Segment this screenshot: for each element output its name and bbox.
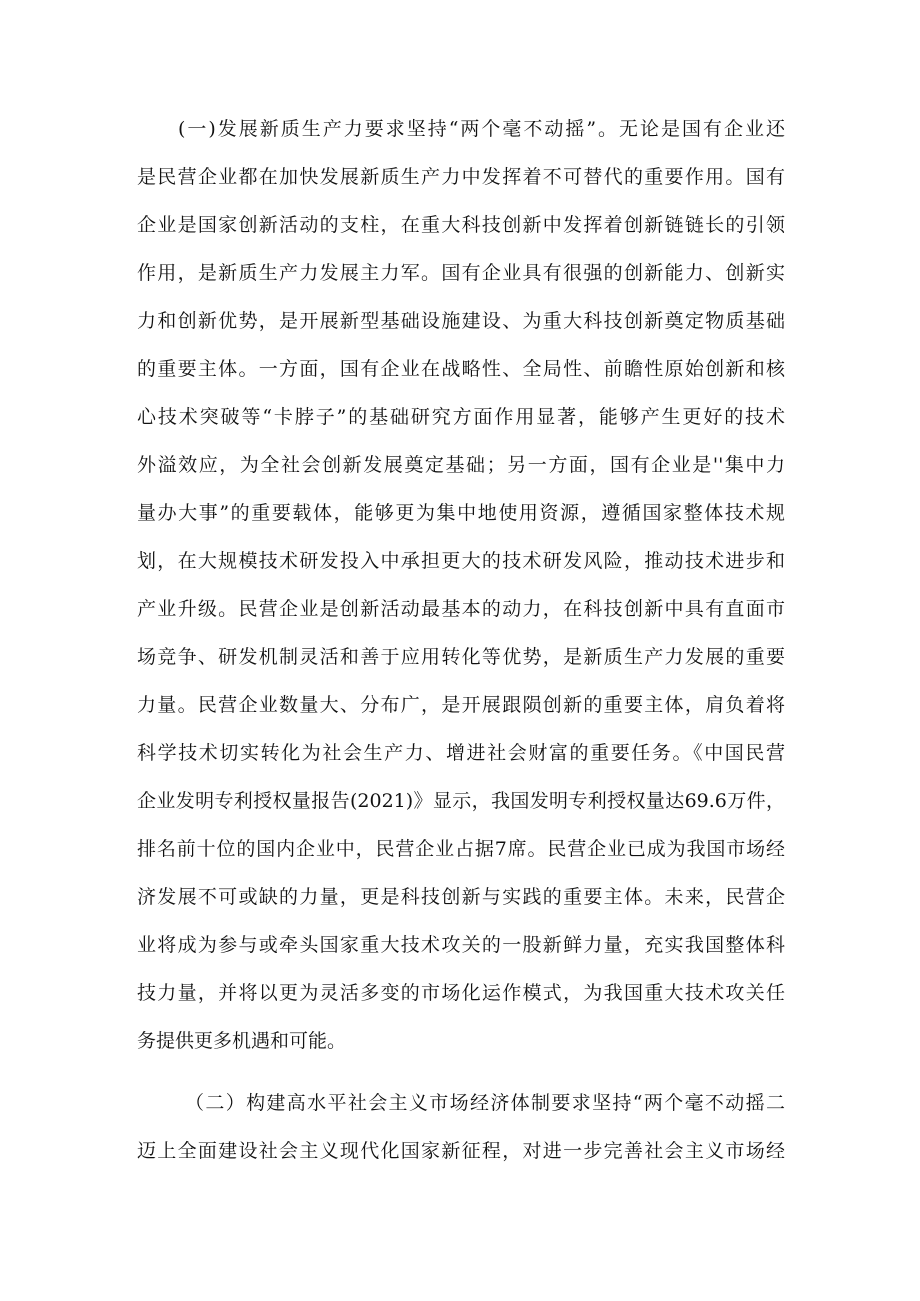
paragraph-line: 迈上全面建设社会主义现代化国家新征程，对进一步完善社会主义市场经 [137, 1140, 785, 1162]
paragraph-line: 力量。民营企业数量大、分布广，是开展跟陨创新的重要主体，肩负着将 [137, 694, 785, 716]
paragraph-line: 场竞争、研发机制灵活和善于应用转化等优势，是新质生产力发展的重要 [137, 646, 785, 668]
paragraph-line: （二）构建高水平社会主义市场经济体制要求坚持“两个毫不动摇二 [185, 1092, 785, 1114]
paragraph-line: 排名前十位的国内企业中，民营企业占据7席。民营企业已成为我国市场经 [137, 838, 785, 860]
paragraph-line: 济发展不可或缺的力量，更是科技创新与实践的重要主体。未来，民营企 [137, 886, 785, 908]
paragraph-line: 科学技术切实转化为社会生产力、增进社会财富的重要任务。《中国民营 [137, 742, 785, 764]
paragraph-line: 产业升级。民营企业是创新活动最基本的动力，在科技创新中具有直面市 [137, 598, 785, 620]
paragraph-line: 划，在大规模技术研发投入中承担更大的技术研发风险，推动技术进步和 [137, 550, 785, 572]
paragraph-line: 业将成为参与或牵头国家重大技术攻关的一股新鲜力量，充实我国整体科 [137, 934, 785, 956]
paragraph-line: 是民营企业都在加快发展新质生产力中发挥着不可替代的重要作用。国有 [137, 166, 785, 188]
paragraph-line: 企业是国家创新活动的支柱，在重大科技创新中发挥着创新链链长的引领 [137, 214, 785, 236]
paragraph-line: 心技术突破等“卡脖子”的基础研究方面作用显著，能够产生更好的技术 [137, 406, 785, 428]
paragraph-line: (一)发展新质生产力要求坚持“两个毫不动摇”。无论是国有企业还 [178, 118, 785, 140]
paragraph-line: 力和创新优势，是开展新型基础设施建设、为重大科技创新奠定物质基础 [137, 310, 785, 332]
paragraph-line: 量办大事”的重要载体，能够更为集中地使用资源，遵循国家整体技术规 [137, 502, 785, 524]
paragraph-line: 作用，是新质生产力发展主力军。国有企业具有很强的创新能力、创新实 [137, 262, 785, 284]
paragraph-line: 企业发明专利授权量报告(2021)》显示，我国发明专利授权量达69.6万件， [137, 790, 785, 812]
paragraph-line: 务提供更多机遇和可能。 [137, 1030, 347, 1052]
paragraph-line: 的重要主体。一方面，国有企业在战略性、全局性、前瞻性原始创新和核 [137, 358, 785, 380]
paragraph-line: 外溢效应，为全社会创新发展奠定基础；另一方面，国有企业是''集中力 [137, 454, 785, 476]
paragraph-line: 技力量，并将以更为灵活多变的市场化运作模式，为我国重大技术攻关任 [137, 982, 785, 1004]
